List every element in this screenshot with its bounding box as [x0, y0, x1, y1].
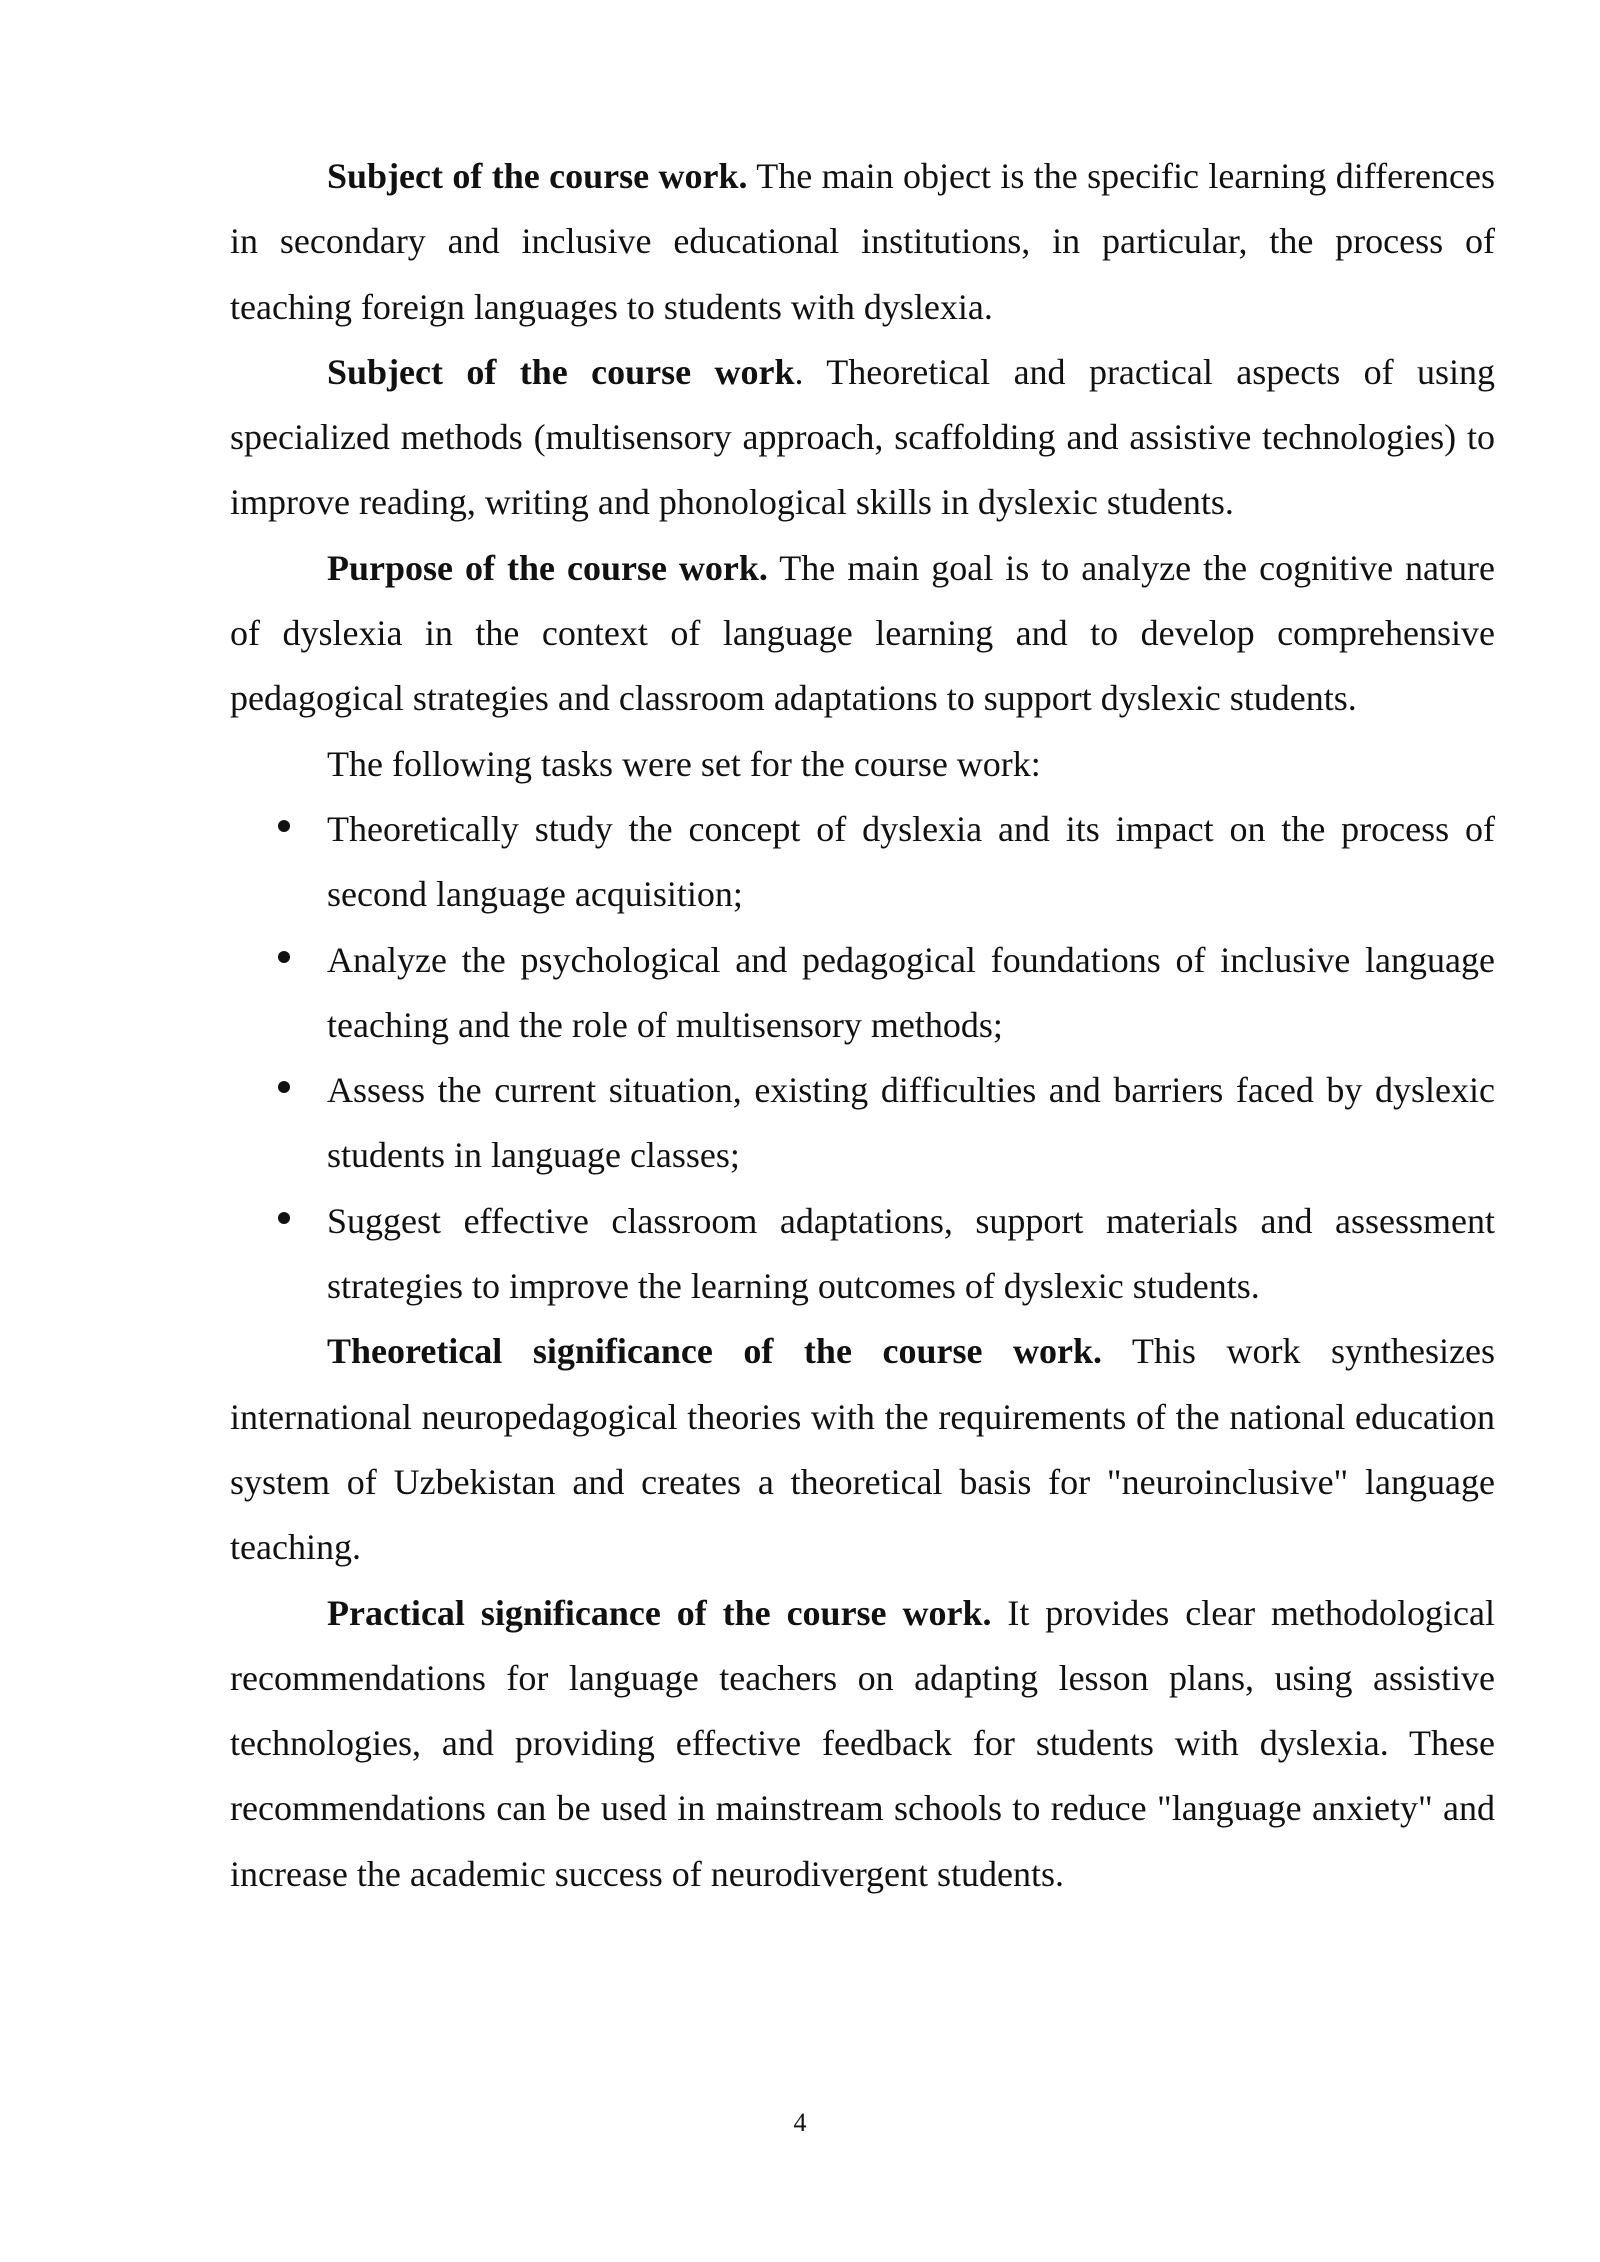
- paragraph-subject-text: . Theoretical and practical aspects of using specialized methods (multisensory approach, scaffolding and assistive technologies) to improve reading, writing and phonological skills in dyslexic students.: [230, 351, 1495, 523]
- bullet-icon: [278, 1212, 290, 1224]
- paragraph-object: [230, 144, 1495, 340]
- list-item: [230, 1189, 1495, 1320]
- list-item: [230, 928, 1495, 1059]
- task-text: Analyze the psychological and pedagogical foundations of inclusive language teaching and the role of multisensory methods;: [327, 939, 1495, 1045]
- paragraph-subject-heading: Subject of the course work: [327, 351, 795, 392]
- task-text: Assess the current situation, existing difficulties and barriers faced by dyslexic students in language classes;: [327, 1070, 1495, 1176]
- paragraph-object-text: The main object is the specific learning differences in secondary and inclusive educational institutions, in particular, the process of teaching foreign languages to students with dyslexia.: [230, 156, 1495, 327]
- task-text: Suggest effective classroom adaptations, support materials and assessment strategies to improve the learning outcomes of dyslexic students.: [327, 1200, 1495, 1307]
- paragraph-purpose-text: The main goal is to analyze the cognitive nature of dyslexia in the context of language learning and to develop comprehensive pedagogical strategies and classroom adaptations to support dyslexic students.: [230, 547, 1495, 719]
- paragraph-practical-heading: Practical significance of the course work.: [327, 1592, 992, 1633]
- paragraph-practical: [230, 1581, 1495, 1907]
- paragraph-subject: [230, 340, 1495, 536]
- bullet-icon: [278, 951, 290, 963]
- page-body: [230, 144, 1495, 1907]
- list-item: [230, 797, 1495, 928]
- paragraph-object-heading: Subject of the course work.: [327, 156, 748, 196]
- paragraph-purpose-heading: Purpose of the course work.: [327, 547, 768, 588]
- tasks-list: [230, 797, 1495, 1319]
- page-number: 4: [793, 2108, 807, 2137]
- paragraph-practical-text: It provides clear methodological recommendations for language teachers on adapting lesson plans, using assistive technologies, and providing effective feedback for students with dyslexia. These recommendations can be used in mainstream schools to reduce "language anxiety" and increase the academic success of neurodivergent students.: [230, 1592, 1496, 1894]
- paragraph-purpose: [230, 536, 1495, 732]
- task-text: Theoretically study the concept of dyslexia and its impact on the process of second language acquisition;: [327, 808, 1495, 915]
- paragraph-theoretical: [230, 1319, 1495, 1580]
- paragraph-theoretical-heading: Theoretical significance of the course work.: [327, 1331, 1103, 1372]
- bullet-icon: [278, 1081, 290, 1093]
- tasks-intro: The following tasks were set for the course work:: [327, 743, 1041, 784]
- list-item: [230, 1058, 1495, 1189]
- paragraph-theoretical-text: This work synthesizes international neuropedagogical theories with the requirements of the national education system of Uzbekistan and creates a theoretical basis for "neuroinclusive" language teaching.: [230, 1331, 1495, 1568]
- bullet-icon: [278, 820, 290, 832]
